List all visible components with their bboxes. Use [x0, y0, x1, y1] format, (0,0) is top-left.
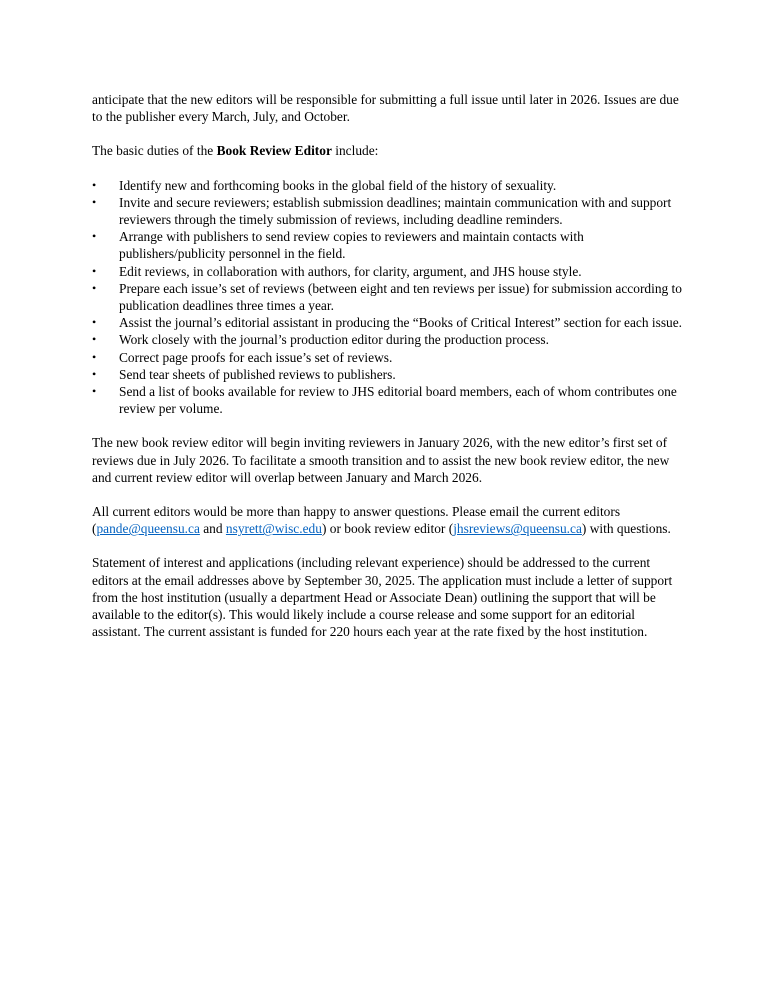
paragraph-issue-timing: anticipate that the new editors will be responsible for submitting a full issue until later in 2026. Issues are due to the publisher every March, July, and October. [92, 92, 679, 125]
paragraph-contact: All current editors would be more than happy to answer questions. Please email the current editors (pande@queensu.ca and nsyrett@wisc.edu) or book review editor (jhsreviews@queensu.ca) with questions. [92, 504, 671, 537]
duties-intro-prefix: The basic duties of the [92, 143, 217, 159]
email-link-jhsreviews[interactable]: jhsreviews@queensu.ca [453, 521, 582, 537]
paragraph-applications: Statement of interest and applications (including relevant experience) should be addressed to the current editors at the email addresses above by September 30, 2025. The application must include a letter of support from the host institution (usually a department Head or Associate Dean) outlining the support that will be available to the editor(s). This would likely include a course release and some support for an editorial assistant. The current assistant is funded for 220 hours each year at the rate fixed by the host institution. [92, 555, 673, 640]
bullet-icon: • [92, 177, 97, 192]
bullet-icon: • [92, 315, 97, 330]
email-link-nsyrett[interactable]: nsyrett@wisc.edu [225, 521, 322, 537]
email-link-pande[interactable]: pande@queensu.ca [96, 521, 200, 537]
list-item: • Work closely with the journal’s production editor during the production process. [92, 332, 549, 348]
list-item: • Correct page proofs for each issue’s set of reviews. [92, 349, 393, 365]
bullet-icon: • [92, 263, 97, 278]
bullet-icon: • [92, 384, 97, 399]
paragraph-duties-intro [92, 142, 684, 159]
list-item: • Prepare each issue’s set of reviews (between eight and ten reviews per issue) for submission according to publication deadlines three times a year. [92, 280, 682, 314]
list-item: • Assist the journal’s editorial assistant in producing the “Books of Critical Interest” section for each issue. [92, 315, 683, 331]
list-item: • Arrange with publishers to send review copies to reviewers and maintain contacts with publishers/publicity personnel in the field. [92, 229, 584, 262]
paragraph-transition: The new book review editor will begin inviting reviewers in January 2026, with the new editor’s first set of reviews due in July 2026. To facilitate a smooth transition and to assist the new book review editor, the new and current review editor will overlap between January and March 2026. [92, 435, 670, 485]
bullet-icon: • [92, 280, 97, 295]
document-page [92, 91, 684, 640]
bullet-icon: • [92, 332, 97, 347]
bullet-icon: • [92, 194, 97, 209]
bullet-icon: • [92, 349, 97, 364]
list-item: • Identify new and forthcoming books in the global field of the history of sexuality. [92, 177, 557, 193]
list-item: • Send a list of books available for review to JHS editorial board members, each of whom contributes one review per volume. [92, 384, 677, 417]
duties-intro-suffix: include: [331, 143, 379, 159]
book-review-editor-heading: Book Review Editor [216, 143, 332, 159]
list-item: • Send tear sheets of published reviews to publishers. [92, 366, 396, 382]
list-item: • Edit reviews, in collaboration with authors, for clarity, argument, and JHS house style. [92, 263, 582, 279]
duties-list [92, 177, 684, 418]
list-item: • Invite and secure reviewers; establish submission deadlines; maintain communication with and support reviewers through the timely submission of reviews, including deadline reminders. [92, 194, 672, 228]
bullet-icon: • [92, 366, 97, 381]
bullet-icon: • [92, 229, 97, 244]
